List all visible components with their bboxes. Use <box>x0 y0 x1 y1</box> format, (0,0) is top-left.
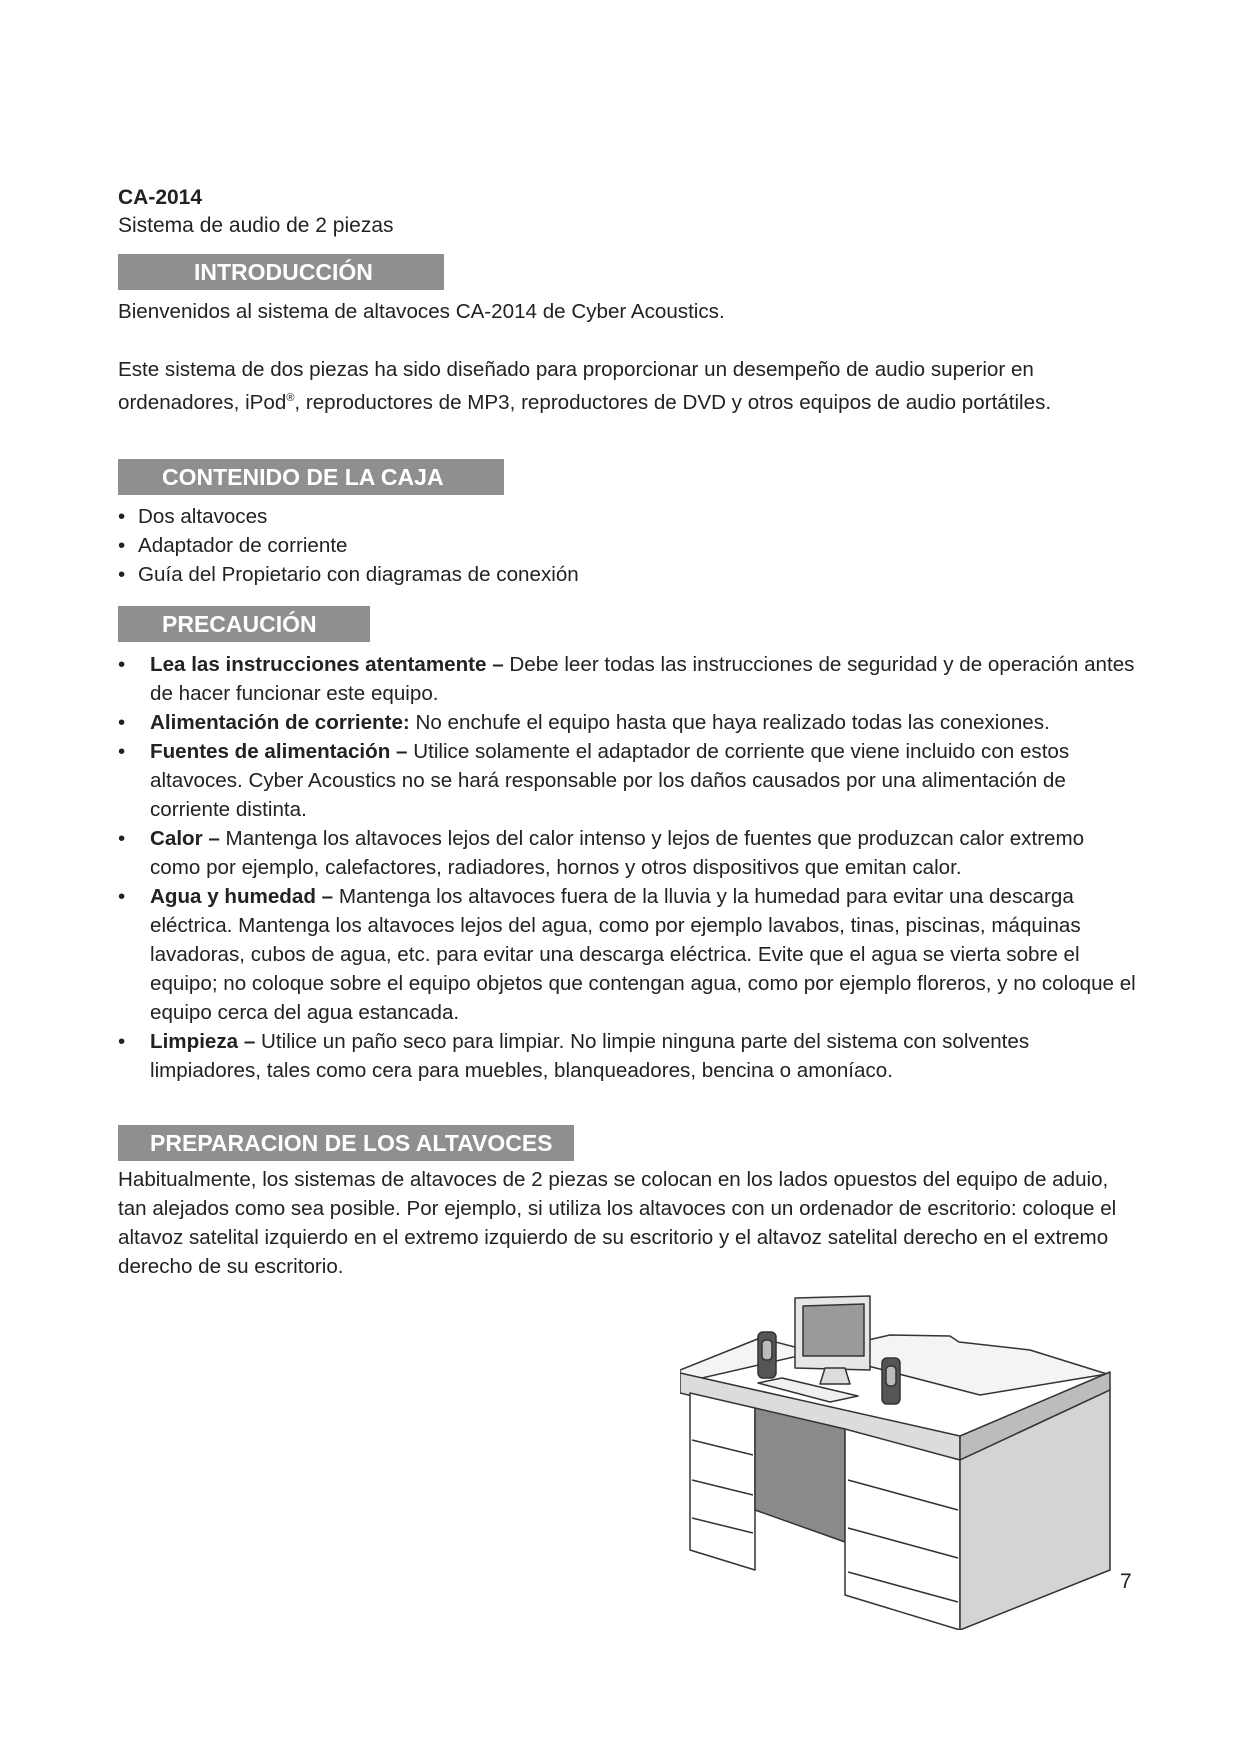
page-number: 7 <box>1120 1570 1132 1593</box>
registered-mark: ® <box>286 392 295 404</box>
list-item: • Guía del Propietario con diagramas de conexión <box>118 560 579 589</box>
product-subtitle: Sistema de audio de 2 piezas <box>118 214 394 237</box>
caution-item: • Limpieza – Utilice un paño seco para limpiar. No limpie ninguna parte del sistema con solventes limpiadores, tales como cera para muebles, blanqueadores, bencina o amoníaco. <box>118 1030 1030 1082</box>
caution-item: • Lea las instrucciones atentamente – Debe leer todas las instrucciones de seguridad y de operación antes de hacer funcionar este equipo. <box>118 653 1135 705</box>
caution-item-title: Fuentes de alimentación – <box>150 740 408 763</box>
caution-item-text: Utilice un paño seco para limpiar. No limpie ninguna parte del sistema con solventes limpiadores, tales como cera para muebles, blanqueadores, bencina o amoníaco. <box>150 1030 1030 1082</box>
monitor-screen <box>803 1304 864 1356</box>
caution-item-text: Mantenga los altavoces fuera de la lluvia y la humedad para evitar una descarga eléctrica. Mantenga los altavoces lejos del agua, como por ejemplo lavabos, tinas, piscinas, máquinas lavadoras, cubos de agua, etc. para evitar una descarga eléctrica. Evite que el agua se vierta sobre el equipo; no coloque sobre el equipo objetos que contengan agua, como por ejemplo floreros, y no coloque el equipo cerca del agua estancada. <box>150 885 1136 1024</box>
monitor-stand <box>820 1368 850 1384</box>
caution-item: • Calor – Mantenga los altavoces lejos del calor intenso y lejos de fuentes que produzcan calor extremo como por ejemplo, calefactores, radiadores, hornos y otros dispositivos que emitan calor. <box>118 827 1085 879</box>
intro-welcome-text: Bienvenidos al sistema de altavoces CA-2014 de Cyber Acoustics. <box>118 300 725 323</box>
caution-item-text: Mantenga los altavoces lejos del calor intenso y lejos de fuentes que produzcan calor extremo como por ejemplo, calefactores, radiadores, hornos y otros dispositivos que emitan calor. <box>150 827 1085 879</box>
intro-description-text <box>118 355 1138 417</box>
section-header-introduccion: INTRODUCCIÓN <box>118 254 444 290</box>
model-number: CA-2014 <box>118 186 203 209</box>
caution-item: • Fuentes de alimentación – Utilice solamente el adaptador de corriente que viene incluido con estos altavoces. Cyber Acoustics no se hará responsable por los daños causados por una alimentación de corriente distinta. <box>118 740 1070 821</box>
section-header-precaucion: PRECAUCIÓN <box>118 606 370 642</box>
caution-item-text: Debe leer todas las instrucciones de seguridad y de operación antes de hacer funcionar este equipo. <box>150 653 1135 705</box>
box-contents-list <box>118 502 579 589</box>
intro-description-part2: , reproductores de MP3, reproductores de DVD y otros equipos de audio portátiles. <box>294 390 1052 414</box>
desk-right-pedestal <box>845 1429 960 1630</box>
caution-list <box>118 650 1138 1085</box>
list-item: • Dos altavoces <box>118 502 579 531</box>
caution-item: • Alimentación de corriente: No enchufe el equipo hasta que haya realizado todas las conexiones. <box>118 711 1050 734</box>
list-item: • Adaptador de corriente <box>118 531 579 560</box>
caution-item: • Agua y humedad – Mantenga los altavoces fuera de la lluvia y la humedad para evitar una descarga eléctrica. Mantenga los altavoces lejos del agua, como por ejemplo lavabos, tinas, piscinas, máquinas lavadoras, cubos de agua, etc. para evitar una descarga eléctrica. Evite que el agua se vierta sobre el equipo; no coloque sobre el equipo objetos que contengan agua, como por ejemplo floreros, y no coloque el equipo cerca del agua estancada. <box>118 885 1136 1024</box>
section-header-contenido: CONTENIDO DE LA CAJA <box>118 459 504 495</box>
caution-item-title: Agua y humedad – <box>150 885 334 908</box>
caution-item-text: Utilice solamente el adaptador de corriente que viene incluido con estos altavoces. Cyber Acoustics no se hará responsable por los daños causados por una alimentación de corriente distinta. <box>150 740 1070 821</box>
desk-center-recess <box>755 1408 845 1542</box>
section-header-preparacion: PREPARACION DE LOS ALTAVOCES <box>118 1125 574 1161</box>
caution-item-title: Lea las instrucciones atentamente – <box>150 653 504 676</box>
intro-description-part1: Este sistema de dos piezas ha sido diseñado para proporcionar un desempeño de audio superior en ordenadores, iPod <box>118 358 1034 414</box>
caution-item-title: Limpieza – <box>150 1030 256 1053</box>
caution-item-title: Alimentación de corriente: <box>150 711 410 734</box>
caution-item-text: No enchufe el equipo hasta que haya realizado todas las conexiones. <box>409 711 1050 734</box>
caution-item-title: Calor – <box>150 827 220 850</box>
setup-text: Habitualmente, los sistemas de altavoces de 2 piezas se colocan en los lados opuestos del equipo de aduio, tan alejados como sea posible. Por ejemplo, si utiliza los altavoces con un ordenador de escritorio: coloque el altavoz satelital izquierdo en el extremo izquierdo de su escritorio y el altavoz satelital derecho en el extremo derecho de su escritorio. <box>118 1168 1117 1278</box>
